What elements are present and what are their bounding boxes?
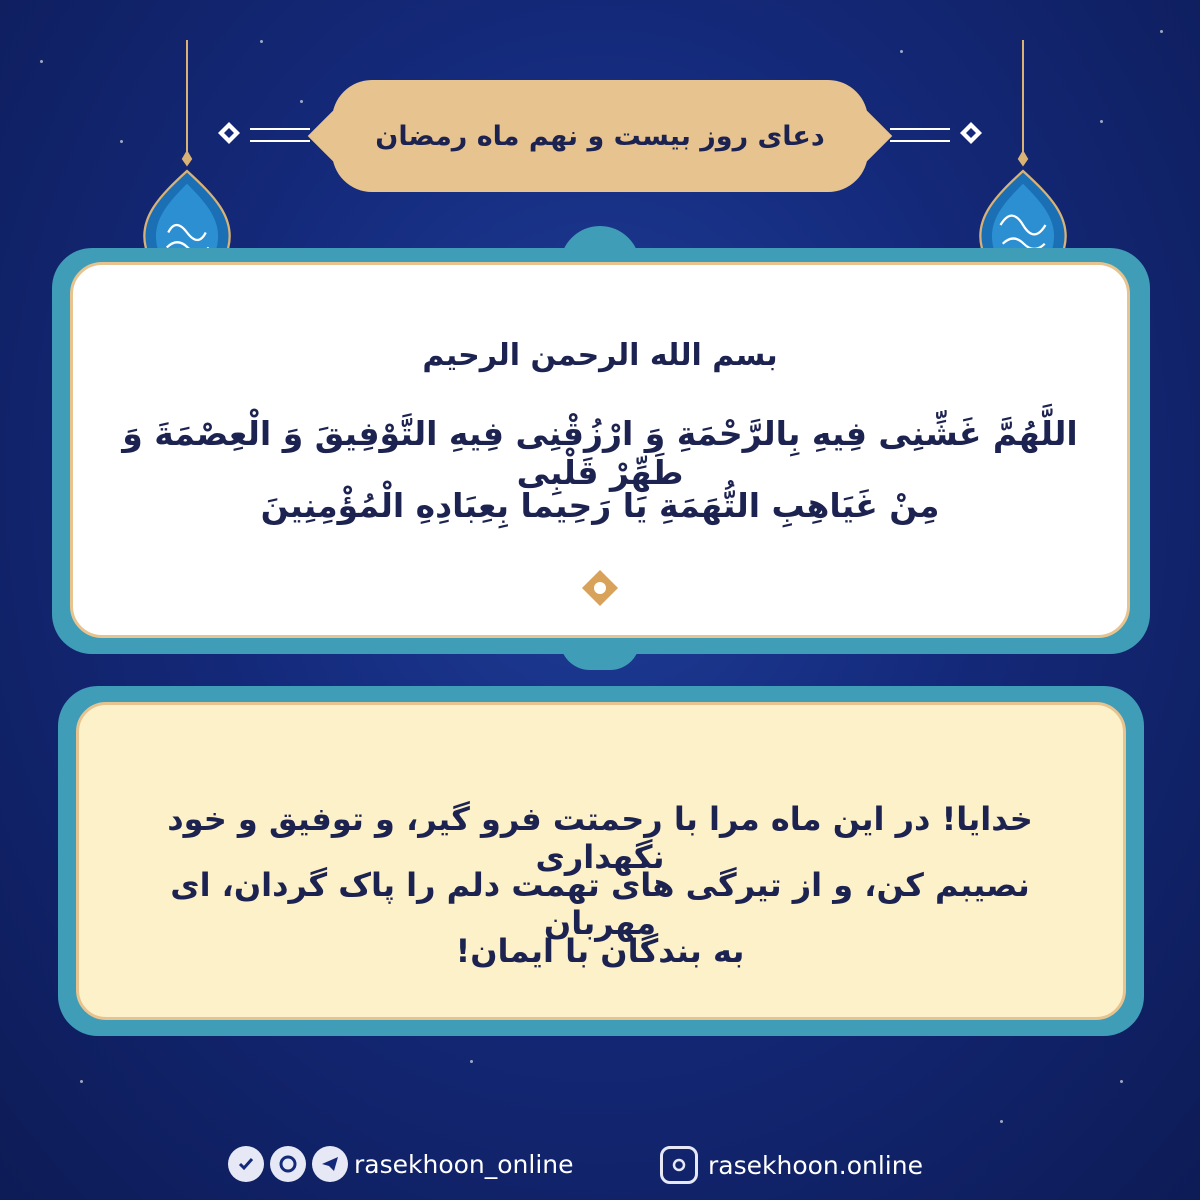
handle-right-text[interactable]: rasekhoon.online <box>708 1150 923 1180</box>
arabic-card-frame-top <box>560 226 640 266</box>
right-deco-diamond <box>960 122 982 144</box>
left-hanging-line <box>186 40 188 160</box>
title-banner <box>332 80 868 192</box>
page-title: دعای روز بیست و نهم ماه رمضان <box>375 120 825 152</box>
verified-icon[interactable] <box>228 1146 264 1182</box>
left-deco-line <box>250 128 310 142</box>
right-deco-line <box>890 128 950 142</box>
footer-left <box>228 1146 574 1182</box>
left-deco-diamond <box>218 122 240 144</box>
telegram-icon[interactable] <box>312 1146 348 1182</box>
arabic-prayer-line-2: مِنْ غَیَاهِبِ التُّهَمَةِ یَا رَحِیما بِعِبَادِهِ الْمُؤْمِنِینَ <box>260 486 940 525</box>
arabic-card-frame-bottom <box>560 640 640 670</box>
right-hanging-line <box>1022 40 1024 160</box>
persian-translation-line-1: خدایا! در این ماه مرا با رحمتت فرو گیر، و توفیق و خود نگهداری <box>167 800 1033 876</box>
persian-translation-line-2: نصیبم کن، و از تیرگی های تهمت دلم را پاک گردان، ای مهربان <box>170 866 1030 942</box>
eitaa-icon[interactable] <box>270 1146 306 1182</box>
gold-diamond-icon <box>582 570 618 606</box>
arabic-prayer-line-1: اللَّهُمَّ غَشِّنِی فِیهِ بِالرَّحْمَةِ وَ ارْزُقْنِی فِیهِ التَّوْفِیقَ وَ الْعِصْمَةَ وَ طَهِّرْ قَلْبِی <box>122 414 1078 492</box>
basmala-text: بسم الله الرحمن الرحیم <box>422 338 778 373</box>
handle-left-text[interactable]: rasekhoon_online <box>354 1149 574 1179</box>
instagram-icon[interactable] <box>660 1146 698 1184</box>
footer-right <box>660 1146 923 1184</box>
persian-translation-line-3: به بندگان با ایمان! <box>455 932 745 970</box>
